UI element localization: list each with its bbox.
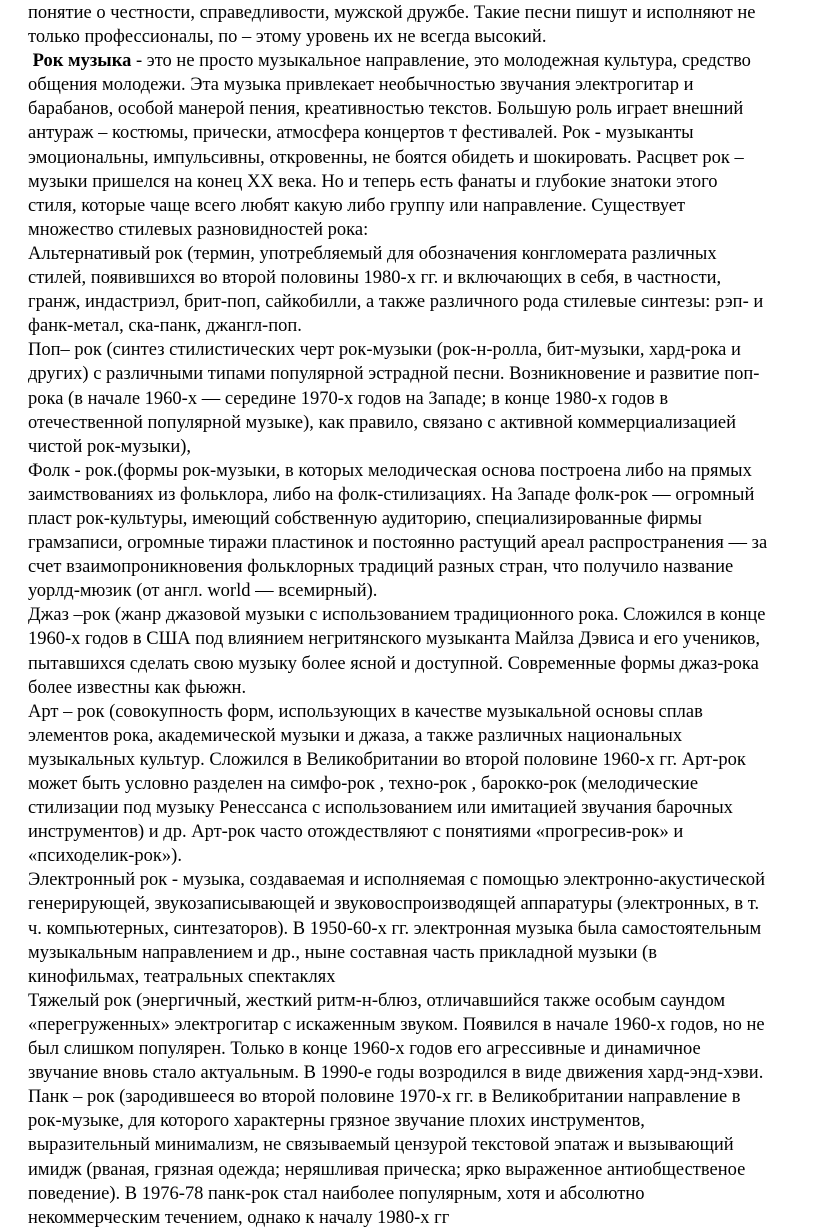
text-line: некоммерческим течением, однако к началу 1980-х гг — [28, 1207, 450, 1228]
intro-paragraph — [28, 1, 802, 49]
text-line: отечественной популярной музыке), как правило, связано с активной коммерциализацией — [28, 412, 737, 433]
text-line: Панк – рок (зародившееся во второй половине 1970-х гг. в Великобритании направление в — [28, 1087, 741, 1108]
text-line: музыкальным направлением и др., ныне составная часть прикладной музыки (в — [28, 942, 657, 963]
text-line: только профессионалы, по – этому уровень их не всегда высокий. — [28, 27, 547, 48]
text-line: пласт рок-культуры, имеющий собственную аудиторию, специализированные фирмы — [28, 508, 702, 529]
text-line: может быть условно разделен на симфо-рок , техно-рок , барокко-рок (мелодические — [28, 774, 699, 794]
text-line: музыкальных культур. Сложился в Великобритании во второй половине 1960-х гг. Арт-рок — [28, 749, 746, 770]
text-line: стилизации под музыку Ренессанса с использованием или имитацией звучания барочных — [28, 798, 733, 819]
text-line: звучание вновь стало актуальным. В 1990-е годы возродился в виде движения хард-энд-хэви. — [28, 1063, 764, 1084]
text-line: барабанов, особой манерой пения, креативностью текстов. Большую роль играет внешний — [28, 99, 744, 120]
text-line: выразительный минимализм, не связываемый цензурой текстовой эпатаж и вызывающий — [28, 1135, 734, 1156]
jazz-rock-paragraph — [28, 603, 802, 699]
alternative-rock-paragraph — [28, 242, 802, 338]
text-line: имидж (рваная, грязная одежда; неряшливая прическа; ярко выраженное антиобщественое — [28, 1159, 746, 1180]
text-line: рок-музыке, для которого характерны грязное звучание плохих инструментов, — [28, 1111, 645, 1132]
text-line: «психоделик-рок»). — [28, 846, 182, 867]
art-rock-paragraph — [28, 700, 802, 869]
text-line: инструментов) и др. Арт-рок часто отождествляют с понятиями «прогресив-рок» и — [28, 822, 684, 843]
text-line: Тяжелый рок (энергичный, жесткий ритм-н-блюз, отличавшийся также особым саундом — [28, 990, 726, 1011]
text-line: фанк-метал, ска-панк, джангл-поп. — [28, 316, 302, 337]
text-fragment: - это не просто музыкальное направление, это молодежная культура, средство — [131, 51, 751, 72]
text-line: уорлд-мюзик (от англ. world — всемирный). — [28, 581, 378, 602]
text-line: чистой рок-музыки), — [28, 436, 192, 457]
text-line: заимствованиях из фольклора, либо на фолк-стилизациях. На Западе фолк-рок — огромный — [28, 484, 755, 505]
text-line: «перегруженных» электрогитар с искаженным звуком. Появился в начале 1960-х годов, но не — [28, 1014, 765, 1035]
text-line: антураж – костюмы, прически, атмосфера концертов т фестивалей. Рок - музыканты — [28, 123, 694, 144]
text-line: кинофильмах, театральных спектаклях — [28, 966, 336, 987]
text-line: ч. компьютерных, синтезаторов). В 1950-60-х гг. электронная музыка была самостоятельным — [28, 918, 762, 939]
text-line: более известны как фьюжн. — [28, 677, 247, 698]
text-line: общения молодежи. Эта музыка привлекает необычностью звучания электрогитар и — [28, 75, 694, 96]
text-line: Электронный рок - музыка, создаваемая и исполняемая с помощью электронно-акустической — [28, 870, 766, 891]
text-line: был слишком популярен. Только в конце 1960-х годов его агрессивные и динамичное — [28, 1039, 701, 1060]
text-line: множество стилевых разновидностей рока: — [28, 219, 369, 240]
text-line: генерирующей, звукозаписывающей и звуковоспроизводящей аппаратуры (электронных, в т. — [28, 894, 760, 915]
pop-rock-paragraph — [28, 338, 802, 458]
text-line: эмоциональны, импульсивны, откровенны, не боятся обидеть и шокировать. Расцвет рок – — [28, 147, 744, 168]
text-line: музыки пришелся на конец XX века. Но и теперь есть фанаты и глубокие знатоки этого — [28, 171, 718, 192]
heavy-rock-paragraph — [28, 989, 802, 1085]
text-line: стиля, которые чаще всего любят какую либо группу или направление. Существует — [28, 195, 686, 216]
text-line: грамзаписи, огромные тиражи пластинок и постоянно растущий ареал распространения — за — [28, 533, 768, 554]
text-line: Джаз –рок (жанр джазовой музыки с использованием традиционного рока. Сложился в конце — [28, 605, 766, 626]
text-line: пытавшихся сделать свою музыку более ясной и доступной. Современные формы джаз-рока — [28, 653, 759, 674]
rock-music-paragraph — [28, 49, 802, 242]
text-line: Фолк - рок.(формы рок-музыки, в которых мелодическая основа построена либо на прямых — [28, 460, 752, 481]
text-line: рока (в начале 1960-х — середине 1970-х годов на Западе; в конце 1980-х годов в — [28, 388, 669, 409]
electronic-rock-paragraph — [28, 868, 802, 988]
text-line: других) с различными типами популярной эстрадной песни. Возникновение и развитие поп- — [28, 364, 760, 385]
rock-music-term: Рок музыка — [32, 51, 132, 72]
text-line: элементов рока, академической музыки и джаза, а также различных национальных — [28, 725, 683, 746]
text-line: счет взаимопроникновения фольклорных традиций разных стран, что получило название — [28, 557, 734, 578]
text-line: гранж, индастриэл, брит-поп, сайкобилли, а также различного рода стилевые синтезы: рэп- и — [28, 292, 764, 313]
text-line: понятие о честности, справедливости, мужской дружбе. Такие песни пишут и исполняют не — [28, 3, 756, 23]
folk-rock-paragraph — [28, 459, 802, 604]
text-line — [28, 49, 802, 73]
punk-rock-paragraph — [28, 1085, 802, 1230]
text-line: стилей, появившихся во второй половины 1980-х гг. и включающих в себя, в частности, — [28, 268, 722, 289]
text-line: Альтернативый рок (термин, употребляемый для обозначения конгломерата различных — [28, 243, 717, 264]
text-line: Поп– рок (синтез стилистических черт рок-музыки (рок-н-ролла, бит-музыки, хард-рока и — [28, 340, 741, 361]
text-line: Арт – рок (совокупность форм, использующих в качестве музыкальной основы сплав — [28, 701, 703, 722]
text-line: 1960-х годов в США под влиянием негритянского музыканта Майлза Дэвиса и его учеников, — [28, 629, 761, 650]
text-line: поведение). В 1976-78 панк-рок стал наиболее популярным, хотя и абсолютно — [28, 1183, 645, 1204]
